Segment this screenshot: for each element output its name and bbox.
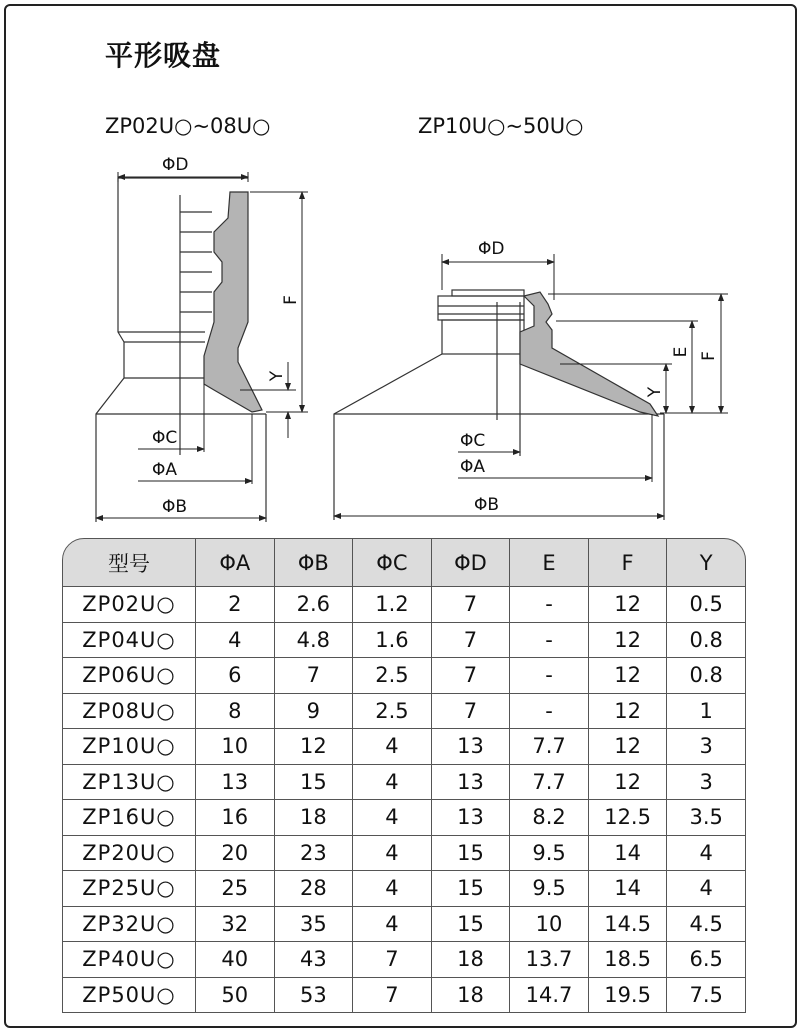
table-cell: 23 — [275, 836, 354, 872]
table-cell: 7 — [275, 658, 354, 694]
table-cell: 6 — [196, 658, 275, 694]
table-cell: 4 — [667, 836, 746, 872]
table-cell-model: ZP04U○ — [62, 623, 196, 659]
table-cell: 4 — [196, 623, 275, 659]
table-cell: 18 — [432, 942, 511, 978]
table-cell: 20 — [196, 836, 275, 872]
table-header-cell: ΦB — [275, 538, 354, 587]
table-cell: 50 — [196, 978, 275, 1014]
table-cell: 7.7 — [510, 765, 589, 801]
table-cell-model: ZP50U○ — [62, 978, 196, 1014]
table-row — [62, 871, 746, 907]
table-cell: 2.5 — [353, 658, 432, 694]
table-cell: 14 — [589, 871, 668, 907]
table-cell: 2.5 — [353, 694, 432, 730]
table-cell: 13.7 — [510, 942, 589, 978]
table-cell: 7 — [432, 658, 511, 694]
table-cell: 3.5 — [667, 800, 746, 836]
table-cell: 0.8 — [667, 623, 746, 659]
table-cell-model: ZP10U○ — [62, 729, 196, 765]
table-cell: 7 — [353, 978, 432, 1014]
table-cell: 9.5 — [510, 836, 589, 872]
table-row — [62, 729, 746, 765]
diagram-left-label-a: ΦA — [152, 460, 178, 480]
table-cell: 16 — [196, 800, 275, 836]
table-row — [62, 694, 746, 730]
table-cell: 9 — [275, 694, 354, 730]
table-cell: 4 — [353, 729, 432, 765]
table-cell: 13 — [432, 765, 511, 801]
table-cell: - — [510, 587, 589, 623]
table-body — [62, 587, 746, 1013]
table-cell: 6.5 — [667, 942, 746, 978]
table-cell: 15 — [432, 871, 511, 907]
table-cell: 4.5 — [667, 907, 746, 943]
table-cell: 12 — [589, 694, 668, 730]
table-cell: - — [510, 694, 589, 730]
table-cell-model: ZP08U○ — [62, 694, 196, 730]
diagram-right-rubber — [520, 292, 658, 416]
table-cell-model: ZP02U○ — [62, 587, 196, 623]
table-cell: 18 — [432, 978, 511, 1014]
diagram-left-label-d: ΦD — [162, 155, 189, 175]
table-cell: 4 — [353, 907, 432, 943]
diagram-right-label-y: Y — [645, 386, 665, 398]
table-cell: - — [510, 658, 589, 694]
table-row — [62, 800, 746, 836]
table-cell: 19.5 — [589, 978, 668, 1014]
table-header-cell: ΦD — [432, 538, 511, 587]
table-cell: 18.5 — [589, 942, 668, 978]
table-cell: 1.2 — [353, 587, 432, 623]
table-cell: 12.5 — [589, 800, 668, 836]
table-cell: 12 — [589, 587, 668, 623]
table-cell-model: ZP16U○ — [62, 800, 196, 836]
table-cell: 7 — [353, 942, 432, 978]
page-title: 平形吸盘 — [105, 39, 222, 72]
table-row — [62, 978, 746, 1014]
table-cell: 10 — [510, 907, 589, 943]
table-row — [62, 658, 746, 694]
table-cell: - — [510, 623, 589, 659]
table-cell: 4 — [353, 836, 432, 872]
table-cell: 13 — [432, 800, 511, 836]
diagram-left-label-f: F — [281, 295, 301, 305]
table-cell: 25 — [196, 871, 275, 907]
table-header-cell: E — [510, 538, 589, 587]
table-cell: 10 — [196, 729, 275, 765]
table-cell: 12 — [589, 765, 668, 801]
table-cell: 0.5 — [667, 587, 746, 623]
table-cell: 32 — [196, 907, 275, 943]
diagram-left-label-c: ΦC — [152, 428, 178, 448]
table-cell: 12 — [275, 729, 354, 765]
table-cell: 3 — [667, 765, 746, 801]
table-cell: 53 — [275, 978, 354, 1014]
table-cell: 7 — [432, 623, 511, 659]
table-cell: 15 — [275, 765, 354, 801]
diagram-right-label-b: ΦB — [474, 495, 500, 515]
table-cell: 7 — [432, 587, 511, 623]
table-cell: 3 — [667, 729, 746, 765]
table-cell: 12 — [589, 623, 668, 659]
table-cell: 18 — [275, 800, 354, 836]
table-header-cell: F — [589, 538, 668, 587]
table-row — [62, 907, 746, 943]
table-header-cell: ΦA — [196, 538, 275, 587]
table-cell-model: ZP13U○ — [62, 765, 196, 801]
table-header-row — [62, 538, 746, 587]
table-cell: 13 — [432, 729, 511, 765]
table-cell: 15 — [432, 907, 511, 943]
table-cell: 1.6 — [353, 623, 432, 659]
table-cell: 14.5 — [589, 907, 668, 943]
table-cell: 7.7 — [510, 729, 589, 765]
diagram-right-label-f: F — [699, 351, 719, 361]
table-cell: 8 — [196, 694, 275, 730]
table-row — [62, 765, 746, 801]
table-cell-model: ZP20U○ — [62, 836, 196, 872]
diagram-right-part — [334, 290, 664, 520]
table-cell: 9.5 — [510, 871, 589, 907]
table-cell: 40 — [196, 942, 275, 978]
table-cell-model: ZP25U○ — [62, 871, 196, 907]
diagram-right-label-c: ΦC — [460, 431, 486, 451]
diagram-left-rubber — [204, 192, 262, 412]
table-cell: 0.8 — [667, 658, 746, 694]
diagram-left-label-y: Y — [267, 370, 287, 382]
diagram-right-subtitle: ZP10U○~50U○ — [418, 114, 584, 138]
table-cell: 4 — [667, 871, 746, 907]
table-header-cell: 型号 — [62, 538, 196, 587]
table-cell-model: ZP40U○ — [62, 942, 196, 978]
table-cell: 7.5 — [667, 978, 746, 1014]
table-cell: 28 — [275, 871, 354, 907]
spec-table — [62, 538, 746, 1013]
table-cell: 12 — [589, 729, 668, 765]
table-cell: 15 — [432, 836, 511, 872]
table-cell: 13 — [196, 765, 275, 801]
table-cell: 43 — [275, 942, 354, 978]
table-row — [62, 587, 746, 623]
table-cell: 2.6 — [275, 587, 354, 623]
diagram-left-label-b: ΦB — [162, 497, 188, 517]
table-cell: 2 — [196, 587, 275, 623]
table-cell: 7 — [432, 694, 511, 730]
table-cell-model: ZP06U○ — [62, 658, 196, 694]
table-cell: 4 — [353, 871, 432, 907]
table-row — [62, 623, 746, 659]
table-cell: 1 — [667, 694, 746, 730]
table-cell: 35 — [275, 907, 354, 943]
diagram-right-label-d: ΦD — [478, 239, 505, 259]
table-cell: 14 — [589, 836, 668, 872]
table-header-cell: ΦC — [353, 538, 432, 587]
table-cell: 4 — [353, 765, 432, 801]
table-cell: 4 — [353, 800, 432, 836]
table-cell: 12 — [589, 658, 668, 694]
table-header-cell: Y — [667, 538, 746, 587]
table-cell: 4.8 — [275, 623, 354, 659]
table-cell: 14.7 — [510, 978, 589, 1014]
diagram-right-label-a: ΦA — [460, 457, 486, 477]
diagram-right-label-e: E — [671, 346, 691, 358]
table-cell: 8.2 — [510, 800, 589, 836]
diagram-left-subtitle: ZP02U○~08U○ — [105, 114, 271, 138]
table-row — [62, 942, 746, 978]
table-cell-model: ZP32U○ — [62, 907, 196, 943]
table-row — [62, 836, 746, 872]
